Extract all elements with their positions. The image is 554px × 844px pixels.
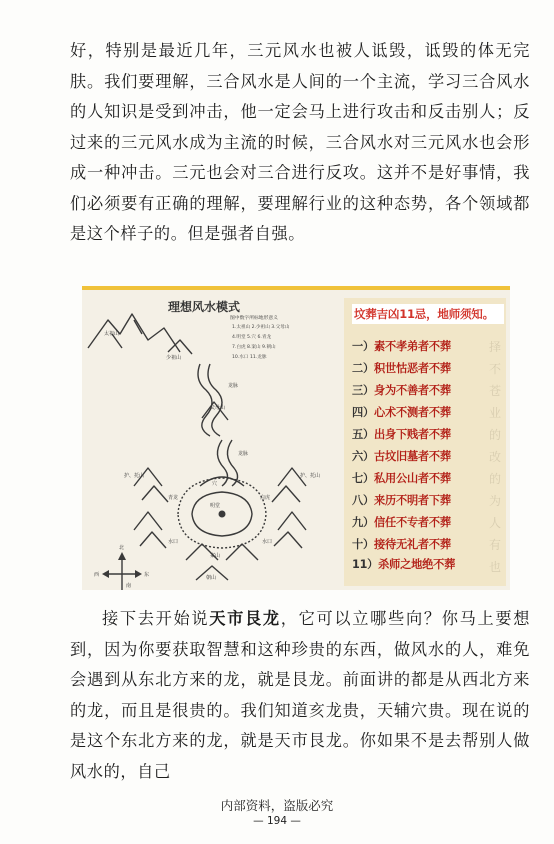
- taboo-rule: 十）接待无礼者不葬: [352, 538, 451, 551]
- compass-west: 西: [94, 572, 100, 578]
- label-xue: 穴: [212, 481, 218, 487]
- feng-shui-figure: [82, 286, 510, 590]
- taboo-rule: 九）信任不专者不葬: [352, 516, 451, 529]
- background-ghost-char: 苍: [488, 384, 501, 398]
- label-baihu: 白虎: [260, 495, 271, 501]
- taboo-rule: 八）来历不明者下葬: [352, 494, 451, 507]
- taboo-rule: 三）身为不善者不葬: [352, 384, 451, 397]
- compass-east: 东: [144, 572, 150, 578]
- label-taizushan: 太祖山: [104, 331, 120, 337]
- compass-south: 南: [126, 583, 132, 589]
- background-ghost-char: 的: [488, 472, 501, 486]
- label-shaozushan: 少祖山: [166, 355, 182, 361]
- label-mingtang: 明堂: [210, 503, 221, 509]
- taboo-rule: 五）出身下贱者不葬: [352, 428, 451, 441]
- burial-taboos-panel: [344, 298, 506, 586]
- body-paragraph-1: 好，特别是最近几年，三元风水也被人诋毁，诋毁的体无完肤。我们要理解，三合风水是人间的一个主流，学习三合风水的人知识是受到冲击，他一定会马上进行攻击和反击别人；反过来的三元风水成为主流的时候，三合风水对三元风水也会形成一种冲击。三元也会对三合进行反攻。这并不是好事情，我们必须要有正确的理解，要理解行业的这种态势，各个领域都是这个样子的。但是强者自强。: [70, 41, 530, 243]
- diagram-title: 理想风水模式: [168, 300, 241, 314]
- paragraph-lead: 接下去开始说: [102, 609, 210, 628]
- taboo-rule: 11）杀师之地绝不葬: [352, 558, 456, 571]
- taboo-rule: 六）古坟旧墓者不葬: [352, 450, 451, 463]
- legend-heading: 图中数字所标地形意义: [230, 316, 278, 321]
- background-ghost-char: 人: [488, 516, 501, 530]
- label-hushan-left: 护、托山: [124, 473, 145, 479]
- background-ghost-char: 择: [488, 340, 501, 354]
- label-longmai-upper: 龙脉: [228, 383, 239, 389]
- label-shuikou-left: 水口: [168, 539, 179, 545]
- ideal-fengshui-diagram: [82, 290, 344, 590]
- taboo-rule: 四）心术不测者不葬: [352, 406, 451, 419]
- legend-row: 1.太祖山 2.少祖山 3.父母山: [232, 325, 290, 330]
- background-ghost-char: 改: [488, 450, 501, 464]
- label-chaoshan: 朝山: [206, 575, 217, 581]
- emphasis-tianshi-genlong: 天市艮龙: [209, 609, 281, 628]
- legend-row: 7.白虎 8.案山 9.朝山: [232, 345, 276, 350]
- label-qinglong: 青龙: [168, 495, 179, 501]
- label-anshan: 案山: [210, 553, 221, 559]
- paragraph-rest: ，它可以立哪些向？你马上要想到，因为你要获取智慧和这种珍贵的东西，做风水的人，难免会遇到从东北方来的龙，就是艮龙。前面讲的都是从西北方来的龙，而且是很贵的。我们知道亥龙贵，天辅穴贵。现在说的是这个东北方来的龙，就是天市艮龙。你如果不是去帮别人做风水的，自己: [70, 609, 530, 781]
- label-hushan-right: 护、托山: [300, 473, 321, 479]
- compass-north: 北: [119, 545, 125, 551]
- taboo-rule: 一）素不孝弟者不葬: [352, 340, 451, 353]
- footer-notice: 内部资料，盗版必究: [220, 798, 334, 813]
- label-fumushan: 父母山: [210, 405, 226, 411]
- legend-row: 10.水口 11.龙脉: [232, 355, 267, 360]
- taboo-rule: 七）私用公山者不葬: [352, 472, 451, 485]
- background-ghost-char: 业: [488, 406, 501, 420]
- body-paragraph-2: [70, 604, 530, 787]
- background-ghost-char: 有: [488, 538, 501, 552]
- label-shuikou-right: 水口: [262, 539, 273, 545]
- background-ghost-char: 为: [488, 494, 501, 508]
- background-ghost-char: 不: [488, 362, 501, 376]
- legend-row: 4.明堂 5.穴 6.青龙: [232, 335, 272, 340]
- taboo-rule: 二）积世怙恶者不葬: [352, 362, 451, 375]
- panel-title: 坟葬吉凶11忌，地师须知。: [352, 304, 504, 324]
- background-ghost-char: 的: [488, 428, 501, 442]
- background-ghost-char: 也: [488, 560, 501, 574]
- page-number: — 194 —: [253, 815, 301, 827]
- label-longmai-lower: 龙脉: [238, 451, 249, 457]
